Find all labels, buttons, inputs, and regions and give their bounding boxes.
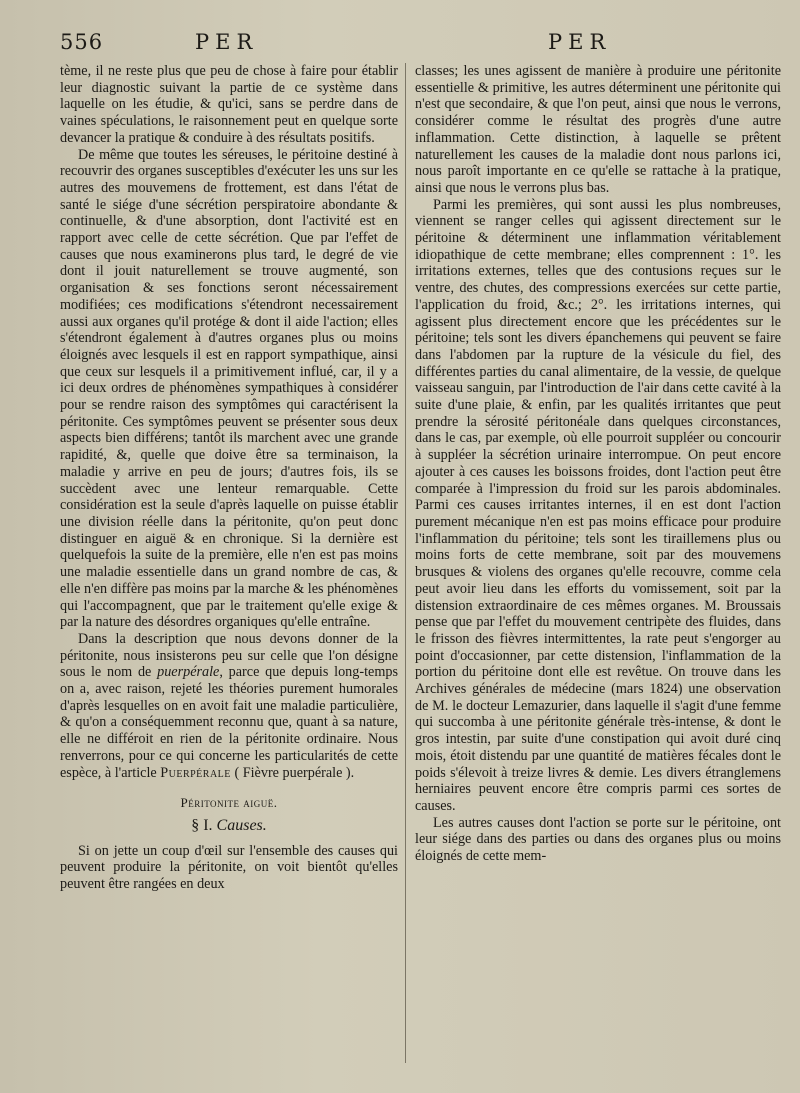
section-number: § I. [191, 816, 213, 834]
running-head-left: PER [195, 30, 259, 54]
text-run: , parce que depuis long-temps on a, avec raison, rejeté les théories purement humorales d'après lesquelles on en avoit fait une maladie particulière, & qu'on a conséquemment reconnu que, quant à sa nature, elle ne différoit en rien de la péritonite ordinaire. Nous renverrons, pour ce qui concerne les particularités de cette espèce, à l'article [60, 664, 398, 781]
column-divider [405, 63, 406, 1063]
page-number: 556 [60, 30, 104, 54]
paragraph: classes; les unes agissent de manière à produire une péritonite essentielle & primitive, les autres déterminent une péritonite qui n'est que secondaire, & que l'on peut, ainsi que nous le verrons, considérer comme le résultat des progrès d'une autre inflammation. Cette distinction, à laquelle se prêtent naturellement les causes de la maladie dont nous parlons ici, nous paroît importante en ce qu'elle se rattache à la pratique, ainsi que nous le verrons plus bas. [415, 63, 781, 196]
section-heading [60, 818, 398, 835]
paragraph: Si on jette un coup d'œil sur l'ensemble des causes qui peuvent produire la péritonite, on voit bientôt qu'elles peuvent être rangées en deux [60, 842, 398, 893]
paragraph: tème, il ne reste plus que peu de chose à faire pour établir leur diagnostic suivant la partie de ce système dans laquelle on les étudie, & qu'ici, sans se perdre dans de vaines spéculations, le raisonnement peut en quelque sorte devancer la pratique & conduire à des résultats positifs. [60, 63, 398, 146]
running-head-right: PER [548, 30, 612, 54]
italic-term: puerpérale [157, 664, 220, 681]
paragraph: Parmi les premières, qui sont aussi les plus nombreuses, viennent se ranger celles qui agissent directement sur le péritoine & déterminent une inflammation véritablement idiopathique de cette membrane; elles comprennent : 1°. les irritations externes, telles que des contusions reçues sur le ventre, des chutes, des compressions exercées sur cette partie, l'application du froid, &c.; 2°. les irritations internes, qui agissent plus directement encore que les précédentes sur le péritoine; tels sont les divers épanchemens qui peuvent se faire dans l'abdomen par la rupture de la vésicule du fiel, des différentes parties du canal alimentaire, de la vessie, de quelque vaisseau sanguin, par l'introduction de l'air dans cette cavité à la suite d'une plaie, & enfin, par les qualités irritantes que peut prendre la sérosité péritonéale dans quelques circonstances, dans le cas, par exemple, où elle pourroit suppléer ou concourir à suppléer la sécrétion urinaire interrompue. On peut encore ajouter à ces causes les boissons froides, dont l'action peut être comparée à l'impression du froid sur les parois abdominales. Parmi ces causes irritantes internes, il en est dont l'action purement mécanique n'en est pas moins efficace pour produire l'inflammation du péritoine; tels sont les tiraillemens plus ou moins forts de cette membrane, soit par des mouvemens brusques & violens des organes qu'elle recouvre, comme cela peut avoir lieu dans les efforts du vomissement, soit par la distension extraordinaire de ces mêmes organes. M. Broussais pense que par l'effet du mouvement centripète des fluides, dans le frisson des fièvres intermittentes, la rate peut s'engorger au point d'occasionner, par cette distension, l'inflammation de la portion du péritoine dont elle est revêtue. On trouve dans les Archives générales de médecine (mars 1824) une observation de M. le docteur Lemazurier, dans laquelle il s'agit d'une femme qui succomba à une péritonite générale très-intense, & dont le gros intestin, par suite d'une constipation qui avoit duré cinq mois, étoit distendu par une quantité de matières fécales dont le poids s'élevoit à treize livres & demie. Les divers étranglemens herniaires peuvent encore être compris parmi ces sortes de causes. [415, 196, 781, 814]
paragraph: Les autres causes dont l'action se porte sur le péritoine, ont leur siége dans des parties ou dans des organes plus ou moins éloignés de cette mem- [415, 814, 781, 865]
right-column [415, 63, 781, 865]
paragraph: De même que toutes les séreuses, le péritoine destiné à recouvrir des organes susceptibles d'exécuter les uns sur les autres des mouvemens de frottement, est dans l'état de santé le siége d'une sécrétion perspiratoire abondante & continuelle, & d'une absorption, dont l'activité est en rapport avec celle de cette sécrétion. Que par l'effet de causes que nous examinerons plus tard, le degré de vie dont il jouit naturellement se trouve augmenté, son organisation & ses fonctions seront nécessairement modifiées; ces modifications s'étendront necessairement aussi aux organes qu'il protége & dont il aide l'action; elles s'étendront également à d'autres organes plus ou moins éloignés avec lesquels il est en rapport sympathique, ainsi que ceux sur lesquels il a primitivement influé, car, il y a ici deux ordres de phénomènes sympathiques à considérer pour se rendre raison des symptômes qui caractérisent la péritonite. Ces symptômes peuvent se présenter sous deux aspects bien différens; tantôt ils marchent avec une grande rapidité, &, quelle que doive être sa terminaison, la maladie y arrive en peu de jours; d'autres fois, ils se succèdent avec une lenteur remarquable. Cette considération est la seule d'après laquelle on puisse établir une division réelle dans la péritonite, qu'on peut donc distinguer en aiguë & en chronique. Si la dernière est quelquefois la suite de la première, elle n'en est pas moins une maladie essentielle dans un grand nombre de cas, & elle n'en diffère pas moins par la marche & les phénomènes qui l'accompagnent, que par le traitement qu'elle exige & par la nature des désordres organiques qu'elle entraîne. [60, 146, 398, 631]
section-title: Péritonite aiguë. [180, 795, 278, 811]
page-header [0, 30, 800, 60]
paragraph [60, 631, 398, 781]
section-subtitle: Causes. [216, 816, 267, 834]
cross-reference: Puerpérale [160, 764, 231, 781]
left-column [60, 63, 398, 893]
text-run: ( Fièvre puerpérale ). [230, 764, 355, 781]
text-run: Dans la description que nous devons donner de la péritonite, nous insisterons peu sur celle que l'on désigne sous le nom de [60, 630, 398, 681]
